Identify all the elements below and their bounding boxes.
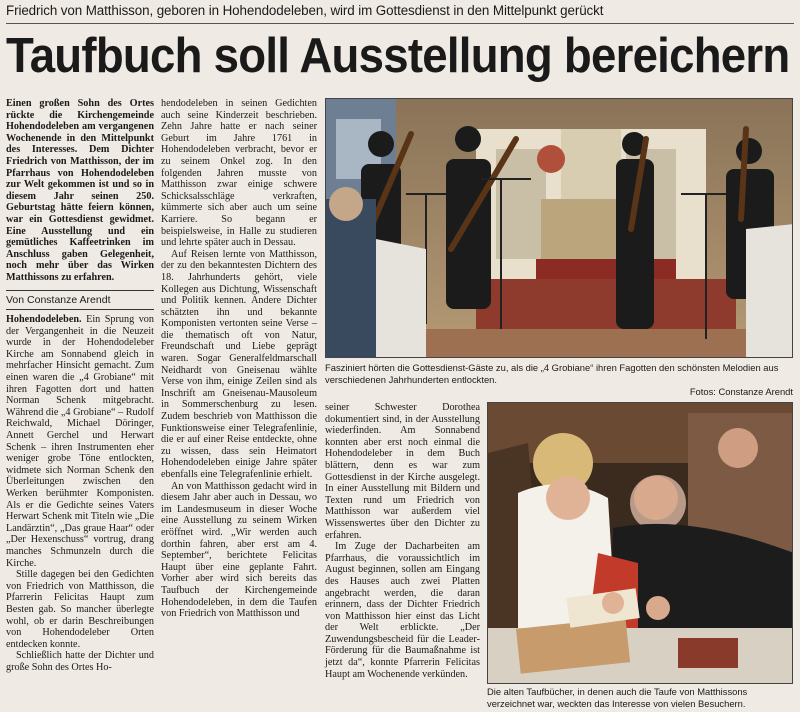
caption-text: Fasziniert hörten die Gottesdienst-Gäste zu, als die „4 Grobiane“ ihren Fagotten den schönsten Melodien aus verschiedenen Jahrhunderten entlockten. [325,362,779,385]
body-paragraph: An von Matthisson gedacht wird in diesem Jahr aber auch in Dessau, wo im Landesmuseum in dieser Woche eine Ausstellung zu seinem Wirken eröffnet wird. „Wir werden auch dorthin fahren, aber erst am 4. September“, berichtete Felicitas Haupt über eine geplante Fahrt. Vorher aber wird sich bereits das Taufbuch der Kirchengemeinde Hohendodeleben, in dem die Taufen von Friedrich von Matthisson und [161,480,317,620]
photo-bassoon-quartet-image [326,99,793,358]
body-paragraph: Auf Reisen lernte von Matthisson, der zu den bekanntesten Dichtern des 18. Jahrhunderts gehört, viele Kollegen aus Dichtung, Wissenschaft und Politik kennen. Andere Dichter schätzten ihn und bekannte Komponisten vertonten seine Verse – die thematisch oft von Natur, Freundschaft und Liebe geprägt waren. Sogar Generalfeldmarschall Neidhardt von Gneisenau wählte Verse von ihm, einige Zeilen sind als Inschrift am Gneisenau-Mausoleum in Sommerschenburg zu lesen. Zudem beschrieb von Matthisson die Funktionsweise einer Telegrafenlinie, die er auf einer Reise entdeckte, ohne zu wissen, dass sein Heimatort Hohendodeleben einige Jahre später ebenfalls eine Telegrafenlinie erhielt. [161,248,317,480]
column-1 [6,98,154,674]
column-3 [325,402,480,680]
kicker-line: Friedrich von Matthisson, geboren in Hohendodeleben, wird im Gottesdienst in den Mittelpunkt gerückt [6,3,604,18]
photo-baptism-books [487,402,793,684]
headline: Taufbuch soll Ausstellung bereichern [6,29,790,83]
byline: Von Constanze Arendt [6,293,111,306]
dateline: Hohendodeleben. [6,314,82,326]
body-paragraph: seiner Schwester Dorothea dokumentiert sind, in der Ausstellung wiederfinden. Am Sonnabend konnten aber erst noch einmal die Hohendodeleber in dem Buch blättern, denn es war zum Gottesdienst in der Kirche ausgelegt. In einer Ausstellung mit Bildern und Texten rund um Friedrich von Matthisson war außerdem viel Wissenswertes über den Dichter zu erfahren. [325,402,480,541]
body-paragraph: Im Zuge der Dacharbeiten am Pfarrhaus, die voraussichtlich im August beginnen, sollen am Eingang des Hauses auch zwei Platten angebracht werden, die daran erinnern, dass der Dichter Friedrich von Matthisson hier einst das Licht der Welt erblickte. „Der Zuwendungsbescheid für die Leader-Förderung für die Baumaßnahme ist jetzt da“, konnte Pfarrerin Felicitas Haupt am Wochenende verkünden. [325,541,480,680]
body-text: Ein Sprung von der Vergangenheit in die Neuzeit wurde in der Hohendodeleber Kirche am Sonnabend gleich in mehrfacher Hinsicht gemacht. Zum einen waren die „4 Grobiane“ mit ihren Fagotten dort und hatten Norman Schenk mitgebracht. Während die „4 Grobiane“ – Rudolf Reichwald, Michael Döringer, Annett Gerchel und Herwart Schenk – ihren Instrumenten eher weniger grobe Töne entlockten, widmete sich Norman Schenk den Überleitungen zwischen den Werken berühmter Komponisten. Als er die Gedichte seines Vaters Herwart Schenk mit Titeln wie „Die Landärztin“, „Das graue Haar“ oder „Der Hexenschuss“ vortrug, drang manches Schmunzeln durch die Kirche. [6,314,154,569]
column-2 [161,98,317,620]
photo-credit: Fotos: Constanze Arendt [689,386,793,397]
byline-rule [6,290,154,291]
lead-paragraph: Einen großen Sohn des Ortes rückte die Kirchengemeinde Hohendodeleben am vergangenen Wochenende in den Mittelpunkt des Interesses. Dem Dichter Friedrich von Matthisson, der im Pfarrhaus von Hohendodeleben zur Welt gekommen ist und so in diesem Jahr seinen 250. Geburtstag hätte feiern können, war ein Gottesdienst gewidmet. Eine Ausstellung und ein gemütliches Kaffeetrinken im Anschluss gaben Gelegenheit, noch mehr über das Wirken Matthissons zu erfahren. [6,98,154,283]
body-paragraph: Stille dagegen bei den Gedichten von Friedrich von Matthisson, die Pfarrerin Felicitas Haupt zum Besten gab. So mancher überlegte wohl, ob er darin Beschreibungen von Hohendodeleber Orten entdecken konnte. [6,569,154,650]
body-paragraph: Schließlich hatte der Dichter und große Sohn des Ortes Ho- [6,650,154,673]
photo-caption-1 [325,362,793,398]
body-paragraph: hendodeleben in seinen Gedichten auch seine Kinderzeit beschrieben. Zehn Jahre hatte er nach seiner Geburt im Jahre 1761 in Hohendodeleben verbracht, bevor er zu seinem Onkel zog. In den folgenden Jahren musste von Matthisson zwar einige schwere Schicksalsschläge verkraften, kümmerte sich aber auch um seine Karriere. So begann er beispielsweise, in Halle zu studieren und lehrte später auch in Dessau. [161,98,317,249]
byline-rule-bottom [6,309,154,310]
photo-bassoon-quartet [325,98,793,358]
body-paragraph [6,314,154,569]
photo-baptism-books-image [488,403,793,684]
photo-caption-2: Die alten Taufbücher, in denen auch die Taufe von Matthissons verzeichnet war, weckten das Interesse von vielen Besuchern. [487,686,748,709]
